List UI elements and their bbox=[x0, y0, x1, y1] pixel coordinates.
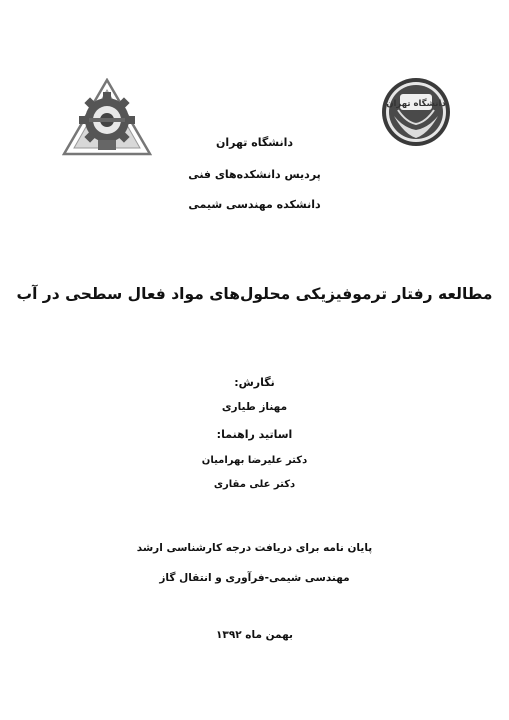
faculty-name: دانشکده مهندسی شیمی bbox=[188, 198, 321, 211]
author-label: نگارش: bbox=[234, 376, 275, 389]
campus-name: پردیس دانشکده‌های فنی bbox=[188, 168, 321, 181]
author-name: مهناز طیاری bbox=[221, 401, 288, 413]
degree-field: مهندسی شیمی-فرآوری و انتقال گاز bbox=[159, 572, 350, 584]
supervisor-name: دکتر علیرضا بهرامیان bbox=[201, 455, 308, 466]
seal-text: دانشگاه تهران bbox=[386, 99, 446, 109]
university-name: دانشگاه تهران bbox=[216, 136, 293, 149]
submission-date: بهمن ماه ۱۳۹۲ bbox=[216, 629, 293, 641]
degree-statement: پایان نامه برای دریافت درجه کارشناسی ارشد bbox=[136, 542, 373, 554]
thesis-title: مطالعه رفتار ترموفیزیکی محلول‌های مواد فعال سطحی در آب bbox=[16, 285, 493, 303]
supervisors-label: اساتید راهنما: bbox=[216, 428, 293, 441]
supervisor-name: دکتر علی مقاری bbox=[213, 479, 296, 490]
